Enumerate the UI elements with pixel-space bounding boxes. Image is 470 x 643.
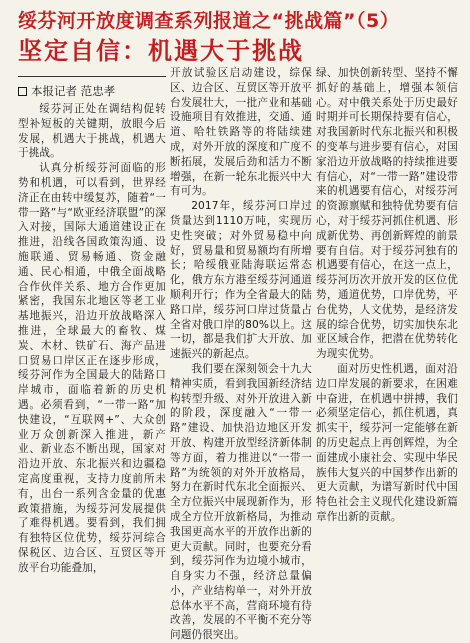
article-headline: 坚定自信：机遇大于挑战 — [18, 37, 304, 65]
series-kicker: 绥芬河开放度调查系列报道之“挑战篇”（5） — [18, 10, 400, 32]
byline — [18, 82, 166, 100]
paragraph: 开放试验区启动建设，综保区、边合区、互贸区等开放平台发展壮大，一批产业和基础设施项目有效推进，交通、通道、哈牡铁路等的将陆续建成，对外开放的深度和广度不断拓展，发展后劲和活力不断增强，在新一轮东北振兴中大有可为。 — [170, 67, 312, 198]
paragraph: 2017年，绥芬河口岸过货量达到1110万吨，实现历史性突破；对外贸易稳中向好，贸易量和贸易额均有所增长；哈绥俄亚陆海联运常态化，俄方东方港至绥芬河通道顺利开行；作为全省最大的陆路口岸，绥芬河口岸过货量占全省对俄口岸的80%以上。这一切，都是我们扩大开放、加速振兴的新起点。 — [170, 200, 312, 361]
article-column-2 — [170, 66, 312, 642]
byline-rule — [18, 76, 166, 77]
paragraph: 绿、加快创新转型、坚持不懈抓好的基础上，增强本领信心。对中俄关系处于历史最好时期并可长期保持要有信心，对我国新时代东北振兴和积极的变革与进步要有信心，对国家沿边开放战略的持续推进要有信心，对“一带一路”建设带来的机遇要有信心，对绥芬河的资源禀赋和独特优势要有信心，对于绥芬河抓住机遇、形成新优势、再创新辉煌的前景要有自信。对于绥芬河独有的机遇要有信心，在这一点上，绥芬河历次开放开发的区位优势，通道优势，口岸优势，平台优势，人文优势，是经济发展的综合优势，切实加快东北亚区域合作，把潜在优势转化为现实优势。 — [316, 67, 458, 361]
byline-text: 本报记者 范忠孝 — [31, 84, 116, 98]
paragraph: 我们要在深刻领会十九大精神实质，看到我国新经济结构转型升级、对外开放进入新的阶段，深度融入“一带一路”建设、加快沿边地区开发开放、构建开放型经济新体制等方面，着力推进以“一带一路”为统领的对外开放格局，努力在新时代东北全面振兴、全方位振兴中展现新作为，形成全方位开放新格局，为推动我国更高水平的开放作出新的更大贡献。同时，也要充分看到，绥芬河作为边境小城市，自身实力不强，经济总量偏小，产业结构单一，对外开放总体水平不高，营商环境有待改善，发展的不平衡不充分等问题仍很突出。 — [170, 362, 312, 642]
square-bullet-icon — [18, 87, 27, 96]
paragraph: 认真分析绥芬河面临的形势和机遇，可以看到，世界经济正在由转中缓复苏，随着“一带一路”与“欧亚经济联盟”的深入对接，国际大通道建设正在推进，沿线各国政策沟通、设施联通、贸易畅通、资金融通、民心相通，中俄全面战略合作伙伴关系、地方合作更加紧密，我国东北地区等老工业基地振兴，沿边开放战略深入推进，全球最大的畜牧、煤炭、木材、铁矿石、海产品进口贸易口岸区正在逐步形成，绥芬河作为全国最大的陆路口岸城市，面临着新的历史机遇。必须看到，“一带一路”加快建设，“互联网+”、大众创业万众创新深入推进，新产业、新业态不断出现，国家对沿边开放、东北振兴和边疆稳定高度重视，支持力度前所未有，出台一系列含金量的优惠政策措施，为绥芬河发展提供了难得机遇。要看到，我们拥有独特区位优势，绥芬河综合保税区、边合区、互贸区等开放平台功能叠加， — [18, 162, 166, 574]
paragraph: 面对历史性机遇，面对沿边口岸发展的新要求，在困难中奋进，在机遇中拼搏，我们必须坚定信心，抓住机遇，真抓实干，绥芬河一定能够在新的历史起点上再创辉煌，为全面建成小康社会、实现中华民族伟大复兴的中国梦作出新的更大贡献，为谱写新时代中国特色社会主义现代化建设新篇章作出新的贡献。 — [316, 362, 458, 523]
article-column-1 — [18, 102, 166, 574]
paragraph: 绥芬河正处在调结构促转型补短板的关键期，放眼今后发展，机遇大于挑战，机遇大于挑战。 — [18, 103, 166, 160]
article-column-3 — [316, 66, 458, 548]
